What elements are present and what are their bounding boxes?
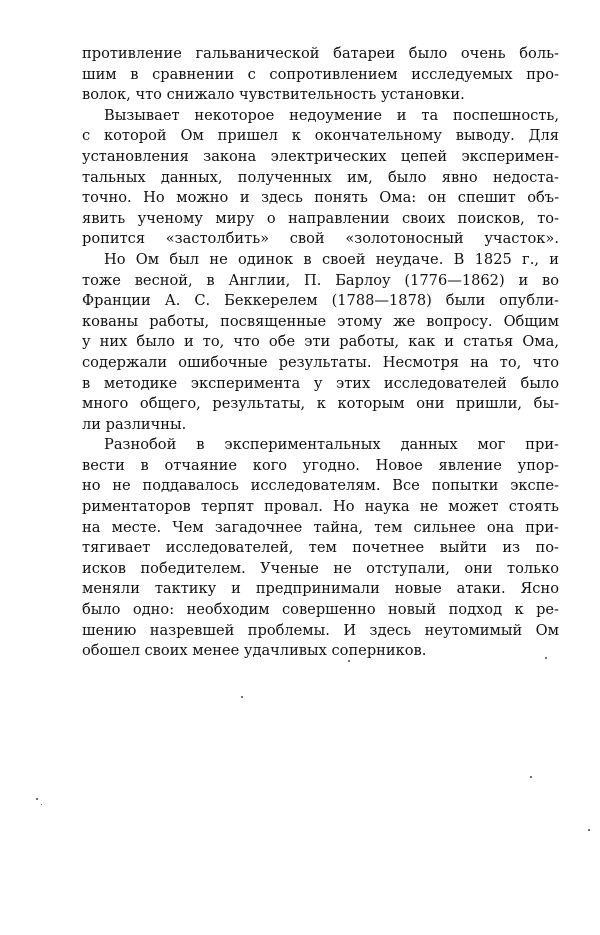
text-line: ли различны.	[82, 415, 187, 433]
scan-speck	[36, 798, 38, 800]
text-line: шению назревшей проблемы. И здесь неутомимый Ом	[82, 621, 559, 639]
text-line: ропится «застолбить» свой «золотоносный участок».	[82, 230, 559, 248]
text-line: кованы работы, посвященные этому же вопросу. Общим	[82, 312, 559, 330]
paragraph-2	[82, 106, 559, 250]
text-line: Но Ом был не одинок в своей неудаче. В 1825 г., и	[104, 250, 559, 268]
text-line: тягивает исследователей, тем почетнее выйти из по-	[82, 539, 559, 557]
scan-speck	[348, 660, 350, 662]
text-line: у них было и то, что обе эти работы, как и статья Ома,	[82, 333, 559, 351]
text-line: но не поддавалось исследователям. Все попытки экспе-	[82, 477, 559, 495]
text-line: много общего, результаты, к которым они пришли, бы-	[82, 395, 559, 413]
text-line: волок, что снижало чувствительность установки.	[82, 86, 465, 104]
text-line: было одно: необходим совершенно новый подход к ре-	[82, 601, 559, 619]
page-text	[82, 44, 559, 662]
text-line: Франции А. С. Беккерелем (1788—1878) были опубли-	[82, 292, 559, 310]
text-line: исков победителем. Ученые не отступали, они только	[82, 559, 559, 577]
text-line: обошел своих менее удачливых соперников.	[82, 642, 427, 660]
text-line: явить ученому миру о направлении своих поисков, то-	[82, 209, 559, 227]
text-line: с которой Ом пришел к окончательному выводу. Для	[82, 127, 559, 145]
text-line: противление гальванической батареи было очень боль-	[82, 45, 559, 62]
text-line: тоже весной, в Англии, П. Барлоу (1776—1862) и во	[82, 271, 559, 289]
text-line: Вызывает некоторое недоумение и та поспешность,	[104, 106, 559, 124]
scan-speck	[41, 804, 42, 805]
text-line: на месте. Чем загадочнее тайна, тем сильнее она при-	[82, 518, 559, 536]
text-line: Разнобой в экспериментальных данных мог при-	[104, 436, 559, 454]
scan-speck	[588, 829, 590, 831]
text-line: вести в отчаяние кого угодно. Новое явление упор-	[82, 456, 559, 474]
text-line: в методике эксперимента у этих исследователей было	[82, 374, 559, 392]
text-line: содержали ошибочные результаты. Несмотря на то, что	[82, 353, 559, 371]
text-line: тальных данных, полученных им, было явно недоста-	[82, 168, 559, 186]
text-line: меняли тактику и предпринимали новые атаки. Ясно	[82, 580, 559, 598]
text-line: риментаторов терпят провал. Но наука не может стоять	[82, 498, 559, 516]
text-line: шим в сравнении с сопротивлением исследуемых про-	[82, 65, 559, 83]
paragraph-3	[82, 250, 559, 435]
text-line: установления закона электрических цепей эксперимен-	[82, 147, 559, 165]
scan-speck	[545, 657, 547, 659]
scan-speck	[241, 696, 243, 698]
paragraph-4	[82, 435, 559, 662]
scan-speck	[530, 776, 532, 778]
text-line: точно. Но можно и здесь понять Ома: он спешит объ-	[82, 189, 559, 207]
paragraph-1	[82, 44, 559, 106]
